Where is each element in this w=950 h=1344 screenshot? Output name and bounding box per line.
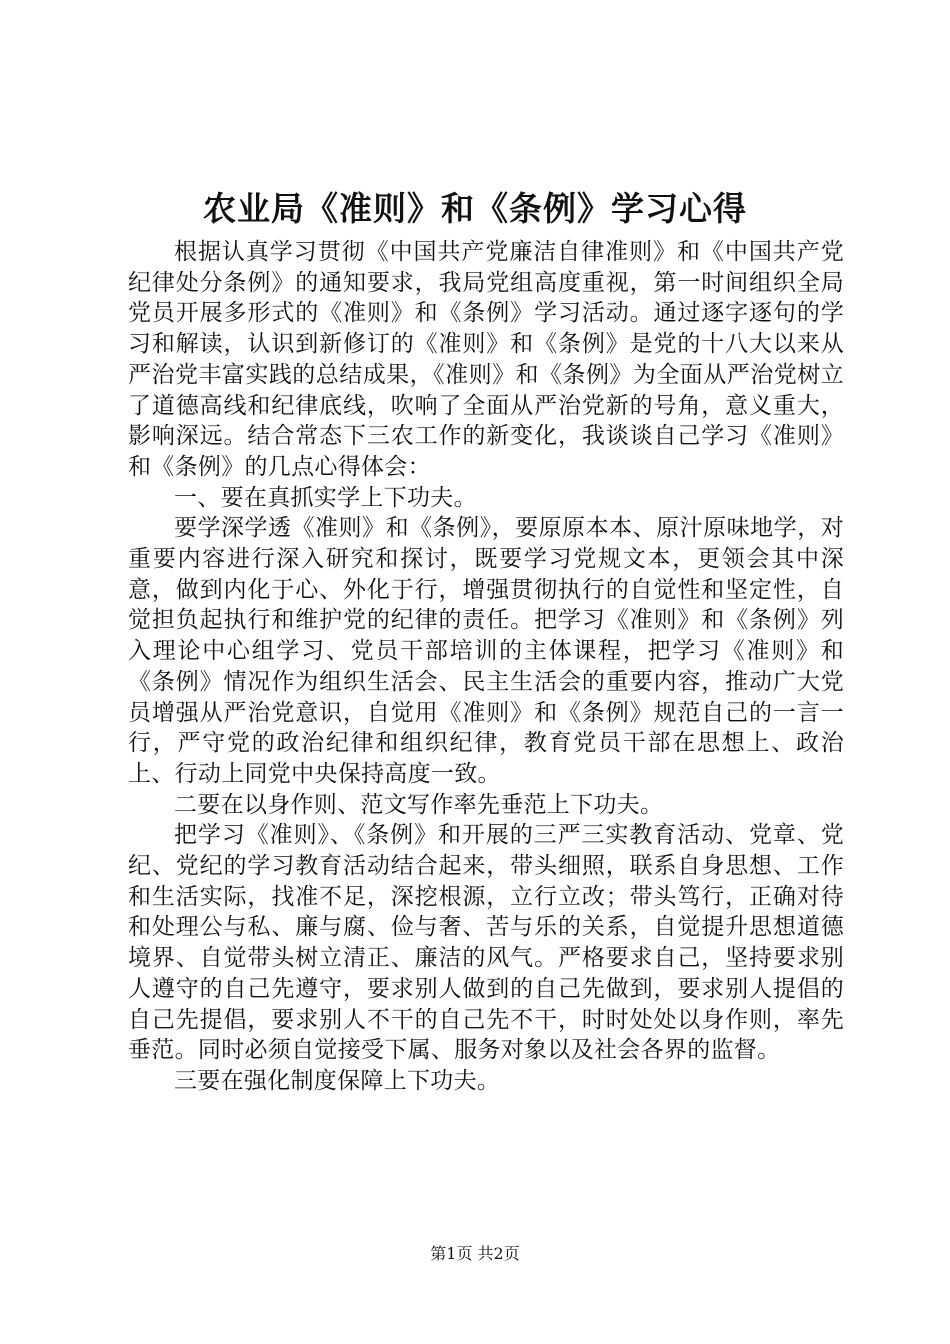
page-number-footer: 第1页 共2页: [430, 1244, 520, 1263]
paragraph-section-1: 要学深学透《准则》和《条例》，要原原本本、原汁原味地学，对重要内容进行深入研究和探讨，既要学习党规文本，更领会其中深意，做到内化于心、外化于行，增强贯彻执行的自觉性和坚定性，自觉担负起执行和维护党的纪律的责任。把学习《准则》和《条例》列入理论中心组学习、党员干部培训的主体课程，把学习《准则》和《条例》情况作为组织生活会、民主生活会的重要内容，推动广大党员增强从严治党意识，自觉用《准则》和《条例》规范自己的一言一行，严守党的政治纪律和组织纪律，教育党员干部在思想上、政治上、行动上同党中央保持高度一致。: [128, 515, 844, 787]
document-body: [128, 237, 844, 1097]
document-title: 农业局《准则》和《条例》学习心得: [203, 189, 747, 228]
section-heading-2: 二要在以身作则、范文写作率先垂范上下功夫。: [174, 791, 664, 818]
paragraph-intro: 根据认真学习贯彻《中国共产党廉洁自律准则》和《中国共产党纪律处分条例》的通知要求，我局党组高度重视，第一时间组织全局党员开展多形式的《准则》和《条例》学习活动。通过逐字逐句的学习和解读，认识到新修订的《准则》和《条例》是党的十八大以来从严治党丰富实践的总结成果，《准则》和《条例》为全面从严治党树立了道德高线和纪律底线，吹响了全面从严治党新的号角，意义重大，影响深远。结合常态下三农工作的新变化，我谈谈自己学习《准则》和《条例》的几点心得体会：: [128, 239, 844, 480]
section-heading-3: 三要在强化制度保障上下功夫。: [174, 1067, 501, 1094]
section-heading-1: 一、要在真抓实学上下功夫。: [174, 484, 477, 511]
paragraph-section-2: 把学习《准则》、《条例》和开展的三严三实教育活动、党章、党纪、党纪的学习教育活动结合起来，带头细照，联系自身思想、工作和生活实际，找准不足，深挖根源，立行立改；带头笃行，正确对待和处理公与私、廉与腐、俭与奢、苦与乐的关系，自觉提升思想道德境界、自觉带头树立清正、廉洁的风气。严格要求自己，坚持要求别人遵守的自己先遵守，要求别人做到的自己先做到，要求别人提倡的自己先提倡，要求别人不干的自己先不干，时时处处以身作则，率先垂范。同时必须自觉接受下属、服务对象以及社会各界的监督。: [128, 822, 844, 1064]
